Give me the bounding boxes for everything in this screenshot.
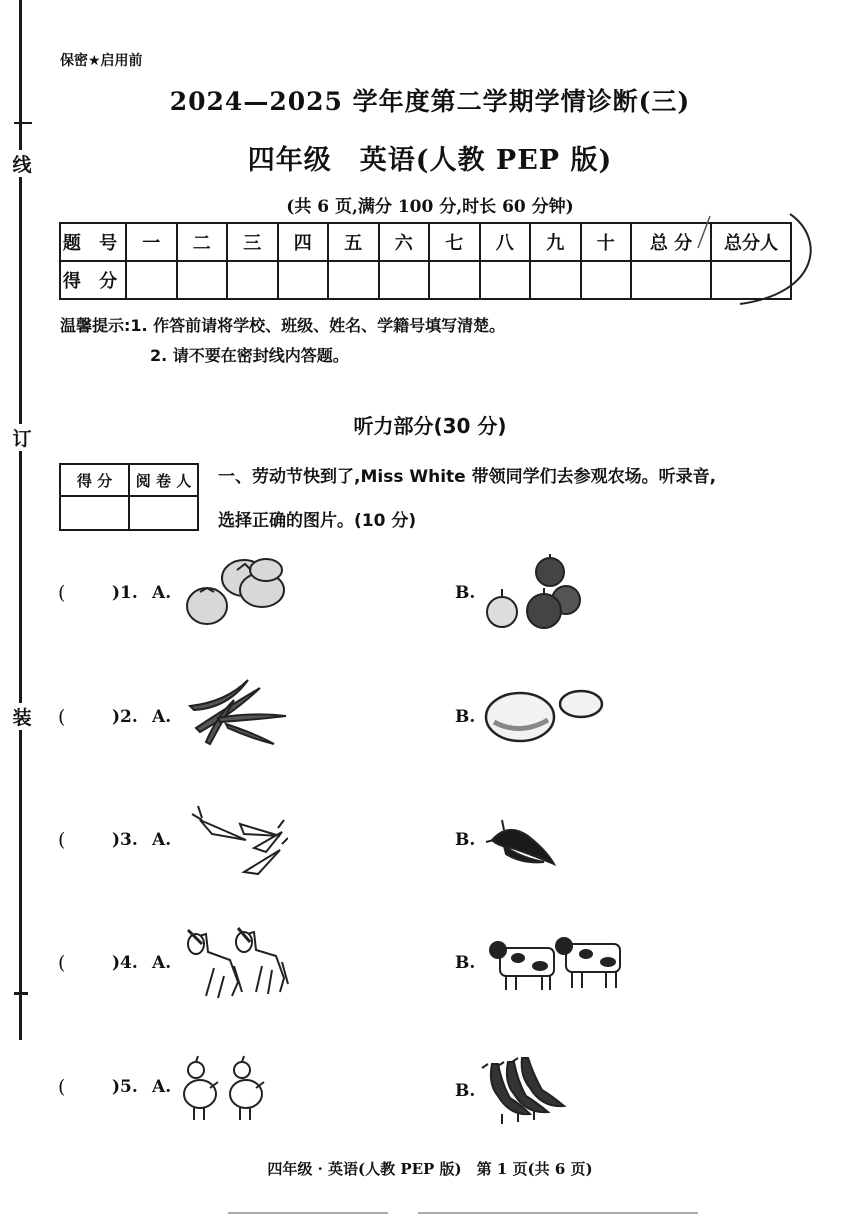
margin-char-zhuang: 装 <box>10 703 34 730</box>
score-cell[interactable] <box>429 261 480 299</box>
answer-blank-1[interactable]: ( <box>58 582 66 604</box>
option-a-label: A. <box>152 707 172 727</box>
option-a-label: A. <box>152 953 172 973</box>
tomatoes-icon <box>184 556 288 628</box>
option-b-label: B. <box>455 583 476 603</box>
option-a-label: A. <box>152 1077 172 1097</box>
score-cell[interactable] <box>379 261 430 299</box>
green-peppers-icon <box>482 812 558 868</box>
score-header-row <box>60 223 791 261</box>
question-number: )3. <box>112 830 138 850</box>
exam-title: 2024—2025 学年度第二学期学情诊断(三) <box>169 87 691 116</box>
score-header-cell: 五 <box>328 223 379 261</box>
score-header-cell: 十 <box>581 223 632 261</box>
tips-line-1: 温馨提示:1. 作答前请将学校、班级、姓名、学籍号填写清楚。 <box>60 316 506 335</box>
score-cell[interactable] <box>581 261 632 299</box>
question-instruction-2: 选择正确的图片。(10 分) <box>218 511 417 531</box>
grader-score-cell[interactable] <box>60 496 129 530</box>
margin-char-xian: 线 <box>10 150 34 177</box>
score-header-cell: 八 <box>480 223 531 261</box>
score-table <box>59 222 792 300</box>
score-cell[interactable] <box>278 261 329 299</box>
onions-icon <box>484 554 586 632</box>
option-a-label: A. <box>152 830 172 850</box>
grader-reviewer-label: 阅 卷 人 <box>129 464 198 496</box>
score-row-label: 得 分 <box>60 261 126 299</box>
question-number: )2. <box>112 707 138 727</box>
margin-char-ding: 订 <box>10 424 34 451</box>
score-header-cell: 题 号 <box>60 223 126 261</box>
question-instruction-1: 一、劳动节快到了,Miss White 带领同学们去参观农场。听录音, <box>218 467 717 487</box>
geese-icon <box>480 1054 568 1126</box>
grader-table <box>59 463 199 531</box>
grader-reviewer-cell[interactable] <box>129 496 198 530</box>
exam-info: (共 6 页,满分 100 分,时长 60 分钟) <box>286 197 574 217</box>
score-header-cell: 九 <box>530 223 581 261</box>
score-header-cell: 四 <box>278 223 329 261</box>
horses-icon <box>184 926 290 1000</box>
option-a-label: A. <box>152 583 172 603</box>
option-b-label: B. <box>455 830 476 850</box>
section-title: 听力部分(30 分) <box>353 414 507 438</box>
score-header-cell: 三 <box>227 223 278 261</box>
cows-icon <box>486 934 626 994</box>
answer-blank-3[interactable]: ( <box>58 829 66 851</box>
question-number: )1. <box>112 583 138 603</box>
option-b-label: B. <box>455 707 476 727</box>
score-header-cell: 总分人 <box>711 223 791 261</box>
score-cell[interactable] <box>227 261 278 299</box>
bottom-rule <box>228 1212 388 1214</box>
option-b-label: B. <box>455 1081 476 1101</box>
score-header-cell: 总 分 <box>631 223 711 261</box>
question-number: )5. <box>112 1077 138 1097</box>
page-footer: 四年级 · 英语(人教 PEP 版) 第 1 页(共 6 页) <box>267 1160 593 1178</box>
grader-score-label: 得 分 <box>60 464 129 496</box>
answer-blank-4[interactable]: ( <box>58 952 66 974</box>
margin-tick <box>14 122 32 124</box>
tips-line-2: 2. 请不要在密封线内答题。 <box>150 346 349 365</box>
score-header-cell: 六 <box>379 223 430 261</box>
pen-mark <box>690 208 830 318</box>
green-beans-icon <box>186 678 290 748</box>
carrots-icon <box>184 802 288 876</box>
potatoes-icon <box>484 686 606 744</box>
question-number: )4. <box>112 953 138 973</box>
answer-blank-2[interactable]: ( <box>58 706 66 728</box>
score-cell[interactable] <box>126 261 177 299</box>
exam-subtitle: 四年级 英语(人教 PEP 版) <box>247 145 613 176</box>
bottom-rule <box>418 1212 698 1214</box>
score-cell[interactable] <box>480 261 531 299</box>
answer-blank-5[interactable]: ( <box>58 1076 66 1098</box>
hens-icon <box>180 1054 276 1124</box>
score-header-cell: 二 <box>177 223 228 261</box>
score-cell[interactable] <box>530 261 581 299</box>
margin-tick <box>14 992 28 995</box>
score-cell[interactable] <box>328 261 379 299</box>
score-value-row <box>60 261 791 299</box>
confidential-label: 保密★启用前 <box>60 53 143 69</box>
score-header-cell: 一 <box>126 223 177 261</box>
option-b-label: B. <box>455 953 476 973</box>
score-header-cell: 七 <box>429 223 480 261</box>
score-cell[interactable] <box>177 261 228 299</box>
